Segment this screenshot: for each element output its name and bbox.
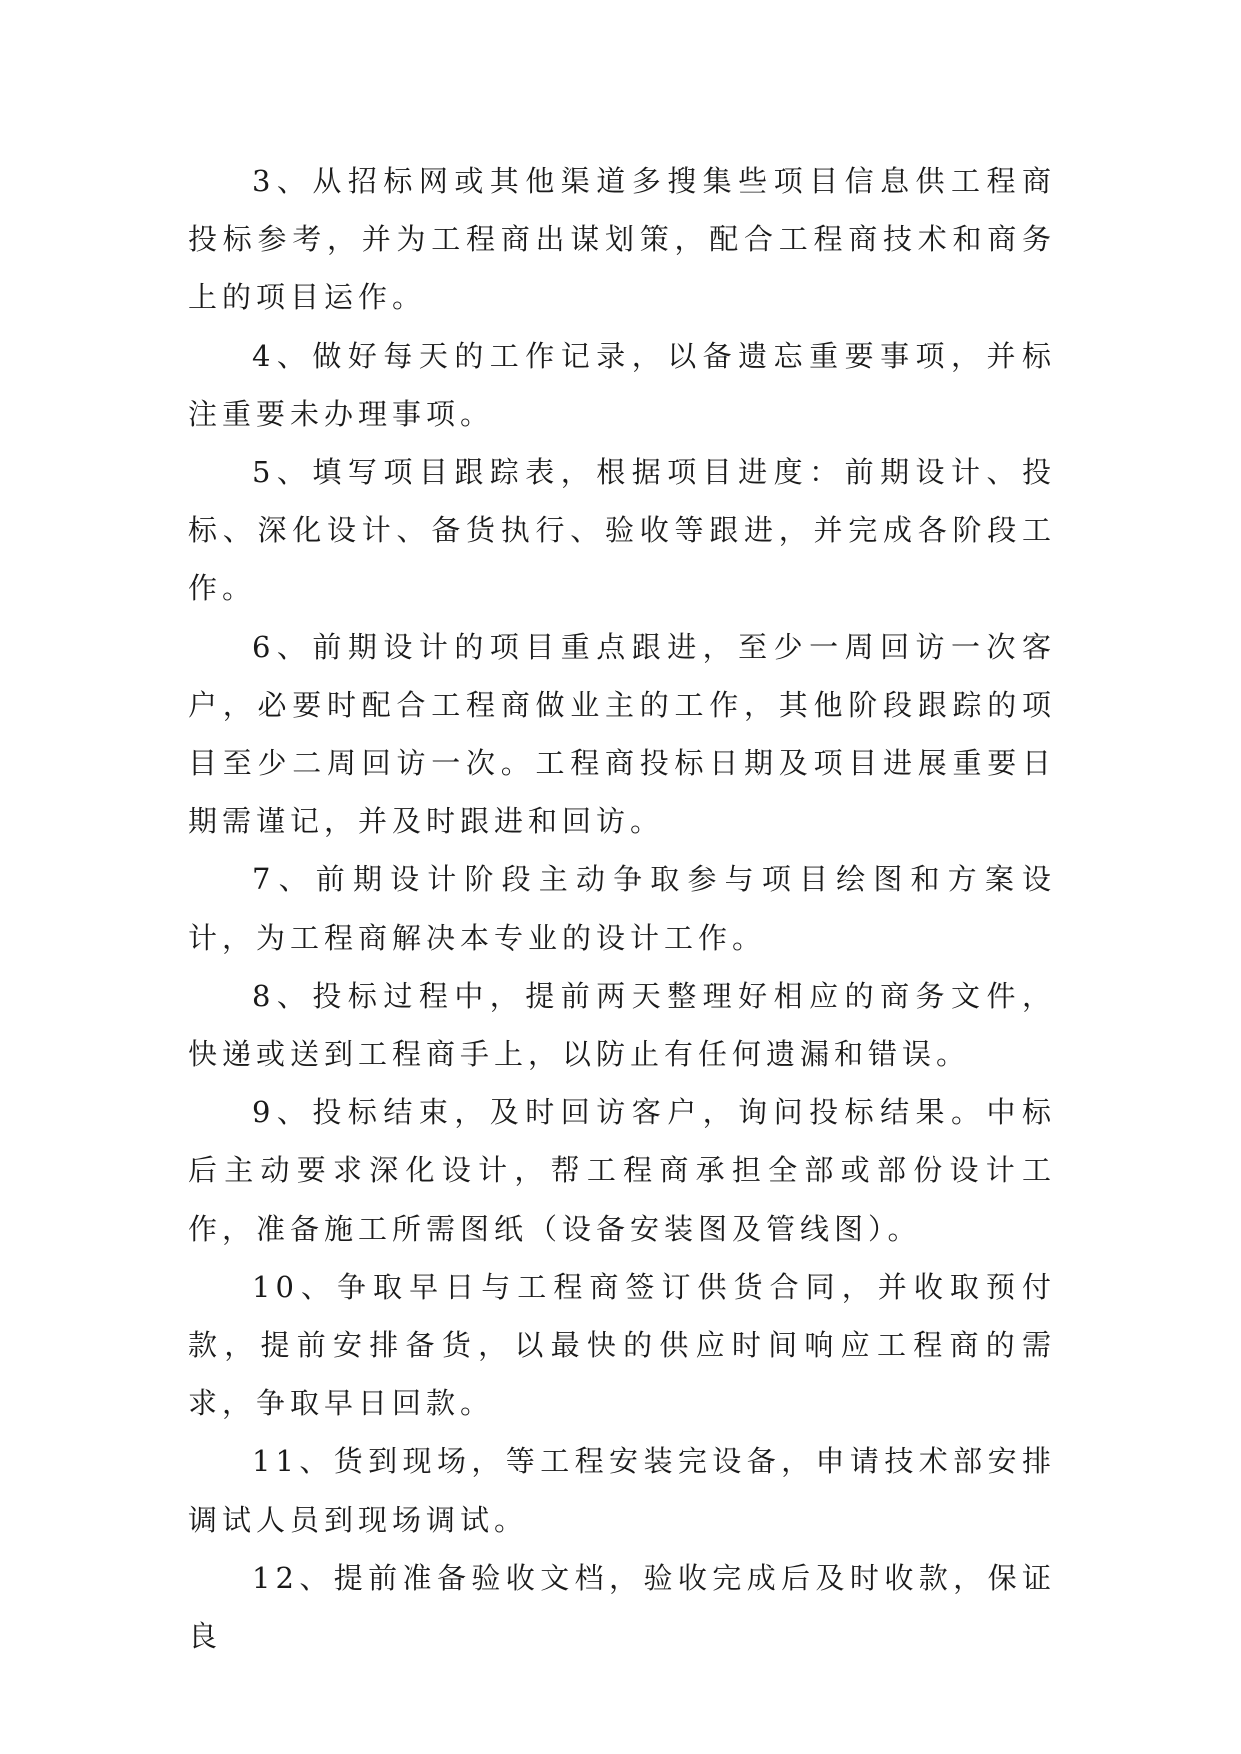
paragraph-item-12: 12、提前准备验收文档，验收完成后及时收款，保证良 (188, 1560, 1056, 1654)
paragraph-item-10: 10、争取早日与工程商签订供货合同，并收取预付款，提前安排备货，以最快的供应时间响应工程商的需求，争取早日回款。 (188, 1269, 1056, 1421)
paragraph-item-5: 5、填写项目跟踪表，根据项目进度：前期设计、投标、深化设计、备货执行、验收等跟进，并完成各阶段工作。 (188, 455, 1056, 606)
paragraph-item-3: 3、从招标网或其他渠道多搜集些项目信息供工程商投标参考，并为工程商出谋划策，配合工程商技术和商务上的项目运作。 (188, 164, 1056, 315)
paragraph-item-7: 7、前期设计阶段主动争取参与项目绘图和方案设计，为工程商解决本专业的设计工作。 (188, 862, 1056, 955)
paragraph-item-4: 4、做好每天的工作记录，以备遗忘重要事项，并标注重要未办理事项。 (188, 338, 1056, 431)
paragraph-item-6: 6、前期设计的项目重点跟进，至少一周回访一次客户，必要时配合工程商做业主的工作，其他阶段跟踪的项目至少二周回访一次。工程商投标日期及项目进展重要日期需谨记，并及时跟进和回访。 (188, 629, 1056, 839)
paragraph-item-8: 8、投标过程中，提前两天整理好相应的商务文件，快递或送到工程商手上，以防止有任何遗漏和错误。 (188, 978, 1056, 1072)
paragraph-item-9: 9、投标结束，及时回访客户，询问投标结果。中标后主动要求深化设计，帮工程商承担全部或部份设计工作，准备施工所需图纸（设备安装图及管线图）。 (188, 1095, 1056, 1246)
paragraph-item-11: 11、货到现场，等工程安装完设备，申请技术部安排调试人员到现场调试。 (188, 1444, 1056, 1537)
